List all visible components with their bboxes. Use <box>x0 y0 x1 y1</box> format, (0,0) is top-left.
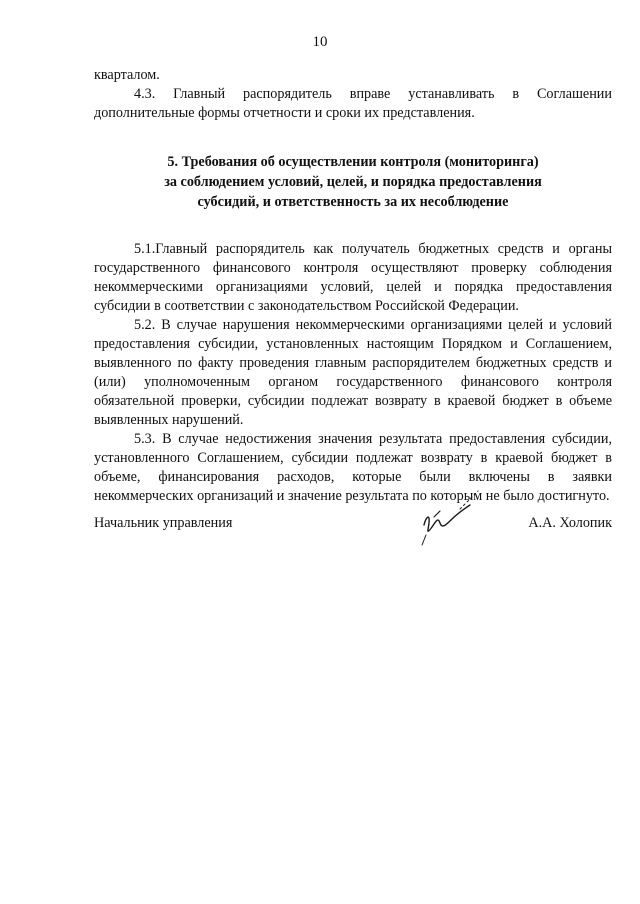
heading-line-3: субсидий, и ответственность за их несоблюдение <box>197 194 509 210</box>
intro-text <box>94 66 612 123</box>
paragraph-4-3: 4.3. Главный распорядитель вправе устанавливать в Соглашении дополнительные формы отчетности и сроки их представления. <box>94 86 612 121</box>
continuation-line: кварталом. <box>94 67 160 83</box>
page-number: 10 <box>312 34 328 50</box>
paragraph-5-3: 5.3. В случае недостижения значения результата предоставления субсидии, установленного Соглашением, субсидии подлежат возврату в краевой бюджет в объеме, финансирования расходов, которые были включены в заявки некоммерческих организаций и значение результата по которым не было достигнуто. <box>94 431 612 504</box>
signer-name: А.А. Холопик <box>528 515 612 531</box>
section-5-heading <box>94 152 612 212</box>
handwritten-signature <box>412 487 482 547</box>
paragraph-5-1: 5.1.Главный распорядитель как получатель бюджетных средств и органы государственного финансового контроля осуществляют проверку соблюдения некоммерческими организациями условий, целей и порядка предоставления субсидии в соответствии с законодательством Российской Федерации. <box>94 241 612 314</box>
section-5-body <box>94 240 612 506</box>
heading-line-1: 5. Требования об осуществлении контроля (мониторинга) <box>167 154 539 170</box>
signer-title: Начальник управления <box>94 515 233 531</box>
signature-block <box>94 513 612 573</box>
heading-line-2: за соблюдением условий, целей, и порядка предоставления <box>164 174 542 190</box>
paragraph-5-2: 5.2. В случае нарушения некоммерческими организациями целей и условий предоставления субсидии, установленных настоящим Порядком и Соглашением, выявленного по факту проведения главным распорядителем бюджетных средств и (или) уполномоченным органом государственного финансового контроля обязательной проверки, субсидии подлежат возврату в краевой бюджет в объеме выявленных нарушений. <box>94 317 612 428</box>
